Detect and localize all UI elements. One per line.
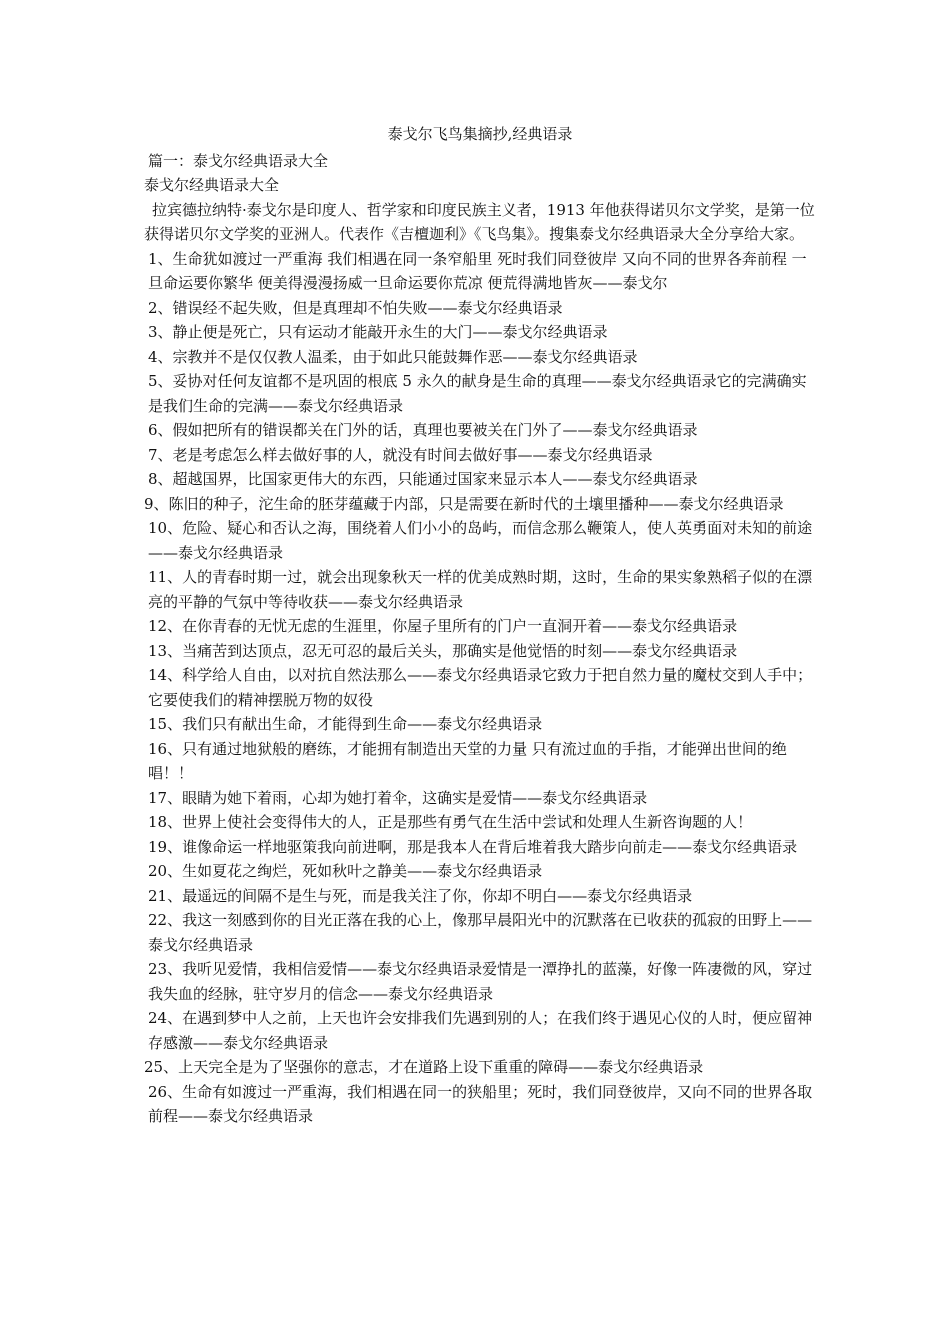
quote-item: 11、人的青春时期一过，就会出现象秋天一样的优美成熟时期，这时，生命的果实象熟稻子似的在漂亮的平静的气氛中等待收获——泰戈尔经典语录 — [148, 568, 813, 611]
quote-item: 25、上天完全是为了坚强你的意志，才在道路上设下重重的障碍——泰戈尔经典语录 — [144, 1058, 704, 1076]
quote-item: 5、妥协对任何友谊都不是巩固的根底 5 永久的献身是生命的真理——泰戈尔经典语录它的完满确实是我们生命的完满——泰戈尔经典语录 — [148, 372, 807, 415]
section-heading: 篇一：泰戈尔经典语录大全 — [148, 151, 329, 170]
quote-item: 1、生命犹如渡过一严重海 我们相遇在同一条窄船里 死时我们同登彼岸 又向不同的世界各奔前程 一旦命运要你繁华 便美得漫漫扬威一旦命运要你荒凉 便荒得满地皆灰——泰戈尔 — [148, 249, 807, 292]
quote-item: 2、错误经不起失败，但是真理却不怕失败——泰戈尔经典语录 — [148, 298, 563, 317]
quote-item: 21、最遥远的间隔不是生与死，而是我关注了你，你却不明白——泰戈尔经典语录 — [148, 886, 693, 905]
quote-item: 19、谁像命运一样地驱策我向前进啊，那是我本人在背后堆着我大踏步向前走——泰戈尔经典语录 — [148, 837, 798, 856]
quote-item: 7、老是考虑怎么样去做好事的人，就没有时间去做好事——泰戈尔经典语录 — [148, 445, 653, 464]
document-page — [144, 122, 816, 1129]
document-title: 泰戈尔飞鸟集摘抄,经典语录 — [387, 125, 573, 143]
quote-item: 13、当痛苦到达顶点，忍无可忍的最后关头，那确实是他觉悟的时刻——泰戈尔经典语录 — [148, 641, 738, 660]
quote-item: 8、超越国界，比国家更伟大的东西，只能通过国家来显示本人——泰戈尔经典语录 — [148, 470, 698, 488]
quote-item: 16、只有通过地狱般的磨练，才能拥有制造出天堂的力量 只有流过血的手指，才能弹出世间的绝唱！！ — [148, 739, 787, 782]
quote-item: 22、我这一刻感到你的目光正落在我的心上，像那早晨阳光中的沉默落在已收获的孤寂的田野上——泰戈尔经典语录 — [148, 911, 813, 954]
quote-item: 4、宗教并不是仅仅教人温柔，由于如此只能鼓舞作恶——泰戈尔经典语录 — [148, 347, 638, 366]
quote-item: 6、假如把所有的错误都关在门外的话，真理也要被关在门外了——泰戈尔经典语录 — [148, 421, 698, 439]
quote-item: 9、陈旧的种子，沱生命的胚芽蕴藏于内部，只是需要在新时代的土壤里播种——泰戈尔经典语录 — [144, 494, 784, 513]
quote-item: 18、世界上使社会变得伟大的人，正是那些有勇气在生活中尝试和处理人生新咨询题的人！ — [148, 813, 753, 831]
quote-item: 20、生如夏花之绚烂，死如秋叶之静美——泰戈尔经典语录 — [148, 862, 543, 880]
quote-item: 23、我听见爱情，我相信爱情——泰戈尔经典语录爱情是一潭挣扎的蓝藻，好像一阵凄微的风，穿过我失血的经脉，驻守岁月的信念——泰戈尔经典语录 — [148, 960, 813, 1003]
quote-item: 14、科学给人自由，以对抗自然法那么——泰戈尔经典语录它致力于把自然力量的魔杖交到人手中；它要使我们的精神摆脱万物的奴役 — [148, 666, 813, 709]
quote-item: 26、生命有如渡过一严重海，我们相遇在同一的狭船里；死时，我们同登彼岸，又向不同的世界各取前程——泰戈尔经典语录 — [148, 1082, 813, 1125]
quote-item: 15、我们只有献出生命，才能得到生命——泰戈尔经典语录 — [148, 715, 543, 733]
subheading: 泰戈尔经典语录大全 — [144, 176, 280, 194]
quote-item: 17、眼睛为她下着雨，心却为她打着伞，这确实是爱情——泰戈尔经典语录 — [148, 788, 648, 807]
quote-item: 12、在你青春的无忧无虑的生涯里，你屋子里所有的门户一直洞开着——泰戈尔经典语录 — [148, 617, 738, 635]
quote-item: 3、静止便是死亡，只有运动才能敲开永生的大门——泰戈尔经典语录 — [148, 323, 608, 341]
quote-item: 10、危险、疑心和否认之海，围绕着人们小小的岛屿，而信念那么鞭策人，使人英勇面对未知的前途——泰戈尔经典语录 — [148, 519, 813, 562]
intro-paragraph: 拉宾德拉纳特·泰戈尔是印度人、哲学家和印度民族主义者，1913 年他获得诺贝尔文学奖，是第一位获得诺贝尔文学奖的亚洲人。代表作《吉檀迦利》《飞鸟集》。搜集泰戈尔经典语录大全分享给大家。 — [144, 200, 815, 243]
quote-item: 24、在遇到梦中人之前，上天也许会安排我们先遇到别的人；在我们终于遇见心仪的人时，便应留神存感激——泰戈尔经典语录 — [148, 1009, 813, 1052]
